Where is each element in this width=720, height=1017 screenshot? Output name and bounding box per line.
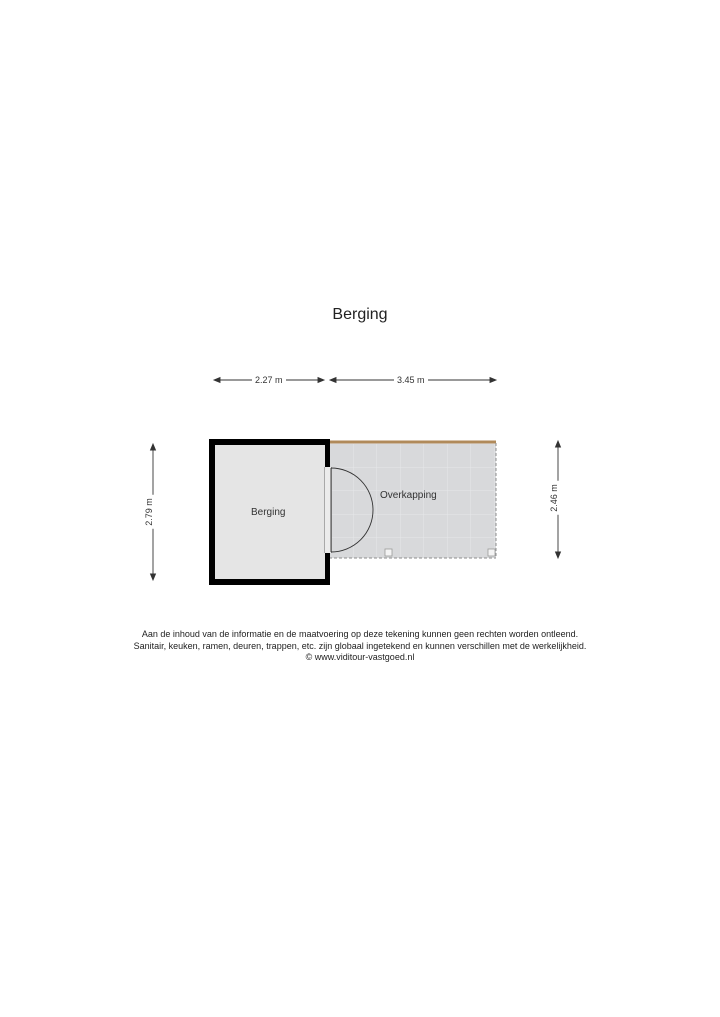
room-label-overkapping: Overkapping — [380, 490, 437, 501]
dimension-height-overkapping: 2.46 m — [549, 481, 559, 515]
disclaimer — [0, 629, 720, 664]
post-right — [488, 549, 495, 556]
room-label-berging: Berging — [251, 507, 286, 518]
door-opening — [325, 467, 332, 553]
page-title: Berging — [332, 306, 388, 323]
dimension-width-berging: 2.27 m — [252, 375, 286, 385]
disclaimer-copyright: © www.viditour-vastgoed.nl — [305, 652, 415, 662]
disclaimer-line-1: Aan de inhoud van de informatie en de maatvoering op deze tekening kunnen geen rechten worden ontleend. — [141, 629, 579, 639]
disclaimer-line-2: Sanitair, keuken, ramen, deuren, trappen, etc. zijn globaal ingetekend en kunnen verschillen met de werkelijkheid. — [133, 640, 587, 651]
dimension-width-overkapping: 3.45 m — [394, 375, 428, 385]
dimension-height-berging: 2.79 m — [144, 495, 154, 529]
post-left — [385, 549, 392, 556]
